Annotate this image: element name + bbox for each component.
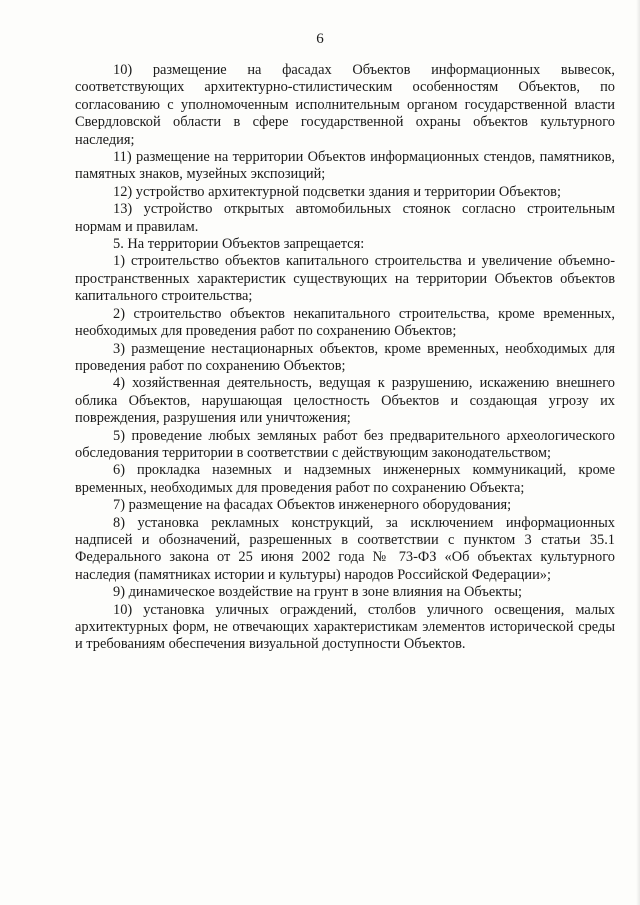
paragraph-prohibited-5: 5) проведение любых земляных работ без предварительного археологического обследования территории в соответствии с действующим законодательством; bbox=[75, 427, 615, 461]
section-heading-prohibited: 5. На территории Объектов запрещается: bbox=[113, 236, 365, 253]
page-number: 6 bbox=[316, 31, 324, 47]
document-body bbox=[75, 62, 615, 654]
paragraph-prohibited-6: 6) прокладка наземных и надземных инженерных коммуникаций, кроме временных, необходимых для проведения работ по сохранению Объекта; bbox=[75, 462, 615, 496]
paragraph-prohibited-7: 7) размещение на фасадах Объектов инженерного оборудования; bbox=[113, 497, 512, 514]
paragraph-prohibited-10: 10) установка уличных ограждений, столбов уличного освещения, малых архитектурных форм, не отвечающих характеристикам элементов исторической среды и требованиям обеспечения визуальной доступности Объектов. bbox=[75, 601, 615, 653]
paragraph-prohibited-2: 2) строительство объектов некапитального строительства, кроме временных, необходимых для проведения работ по сохранению Объектов; bbox=[75, 305, 615, 340]
paragraph-prohibited-3: 3) размещение нестационарных объектов, кроме временных, необходимых для проведения работ по сохранению Объектов; bbox=[75, 340, 615, 374]
paragraph-prohibited-4: 4) хозяйственная деятельность, ведущая к разрушению, искажению внешнего облика Объектов, нарушающая целостность Объектов и создающая угрозу их повреждения, разрушения или уничтожения; bbox=[75, 375, 615, 427]
paragraph-prohibited-1: 1) строительство объектов капитального строительства и увеличение объемно-пространственных характеристик существующих на территории Объектов объектов капитального строительства; bbox=[75, 253, 615, 305]
paragraph-item-12-lighting: 12) устройство архитектурной подсветки здания и территории Объектов; bbox=[113, 183, 561, 200]
paragraph-prohibited-9: 9) динамическое воздействие на грунт в зоне влияния на Объекты; bbox=[113, 584, 522, 601]
paragraph-item-13-parking: 13) устройство открытых автомобильных стоянок согласно строительным нормам и правилам. bbox=[75, 201, 615, 235]
paragraph-prohibited-8: 8) установка рекламных конструкций, за исключением информационных надписей и обозначений, разрешенных в соответствии с пунктом 3 статьи 35.1 Федерального закона от 25 июня 2002 года № 73-ФЗ «Об объектах культурного наследия (памятниках истории и культуры) народов Российской Федерации»; bbox=[75, 514, 615, 583]
scan-edge-shadow bbox=[636, 0, 640, 905]
paragraph-item-11-stands: 11) размещение на территории Объектов информационных стендов, памятников, памятных знаков, музейных экспозиций; bbox=[75, 149, 615, 183]
paragraph-item-10-signage: 10) размещение на фасадах Объектов информационных вывесок, соответствующих архитектурно-стилистическим особенностям Объектов, по согласованию с уполномоченным исполнительным органом государственной власти Свердловской области в сфере государственной охраны объектов культурного наследия; bbox=[75, 62, 615, 148]
